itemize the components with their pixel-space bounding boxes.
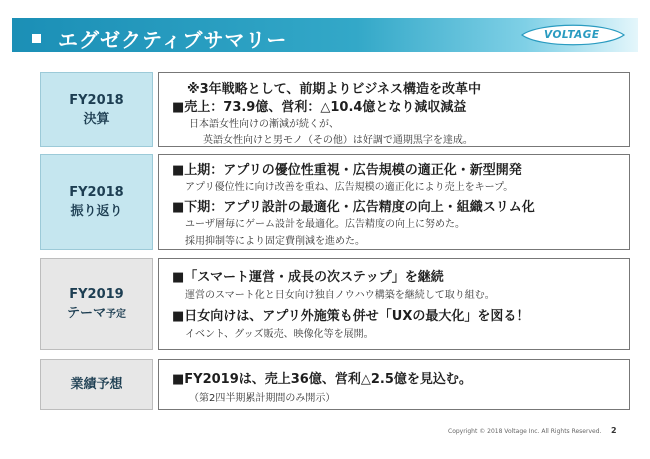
section-label — [40, 154, 153, 250]
summary-line: ■FY2019は、売上36億、営利△2.5億を見込む。 — [172, 372, 472, 387]
copyright: Copyright © 2018 Voltage Inc. All Rights Reserved. — [448, 428, 602, 435]
summary-line: ■「スマート運営・成長の次ステップ」を継続 — [172, 270, 444, 285]
summary-line: （第2四半期累計期間のみ開示） — [189, 393, 336, 404]
summary-line: 英語女性向けと男モノ（その他）は好調で通期黒字を達成。 — [203, 135, 473, 146]
section-label-title: 決算 — [83, 111, 110, 127]
section-content — [158, 72, 630, 147]
summary-line: ユーザ層毎にゲーム設計を最適化。広告精度の向上に努めた。 — [185, 219, 465, 230]
summary-line: ※3年戦略として、前期よりビジネス構造を改革中 — [187, 82, 482, 97]
page-number: 2 — [611, 426, 617, 435]
section-label — [40, 258, 153, 350]
section-content — [158, 154, 630, 250]
summary-line: ■日女向けは、アプリ外施策も併せ「UXの最大化」を図る！ — [172, 309, 530, 324]
summary-line: ■下期：アプリ設計の最適化・広告精度の向上・組織スリム化 — [172, 200, 535, 215]
section-label-title: テーマ予定 — [66, 305, 126, 321]
section-label-title: 業績予想 — [70, 377, 123, 392]
summary-line: アプリ優位性に向け改善を重ね、広告規模の適正化により売上をキープ。 — [185, 182, 514, 193]
logo-text: VOLTAGE — [544, 29, 600, 41]
section-label — [40, 72, 153, 147]
section-fy2018-review — [40, 154, 630, 250]
section-content — [158, 258, 630, 350]
section-label-year: FY2018 — [69, 92, 124, 108]
summary-line: イベント、グッズ販売、映像化等を展開。 — [185, 329, 374, 340]
section-label-year: FY2018 — [69, 185, 124, 200]
page-title: エグゼクティブサマリー — [58, 28, 288, 52]
header-bullet-icon — [32, 34, 41, 43]
section-label — [40, 359, 153, 410]
section-fy2019-theme — [40, 258, 630, 350]
section-fy2018-results — [40, 72, 630, 147]
section-forecast — [40, 359, 630, 410]
summary-line: 採用抑制等により固定費削減を進めた。 — [185, 236, 365, 247]
summary-line: 運営のスマート化と日女向け独自ノウハウ構築を継続して取り組む。 — [185, 290, 495, 301]
summary-line: 日本語女性向けの漸減が続くが、 — [189, 119, 339, 130]
section-label-title: 振り返り — [70, 204, 123, 219]
summary-line: ■売上：73.9億、営利：△10.4億となり減収減益 — [172, 100, 467, 115]
section-content — [158, 359, 630, 410]
section-label-year: FY2019 — [69, 286, 124, 302]
summary-line: ■上期：アプリの優位性重視・広告規模の適正化・新型開発 — [172, 163, 522, 178]
